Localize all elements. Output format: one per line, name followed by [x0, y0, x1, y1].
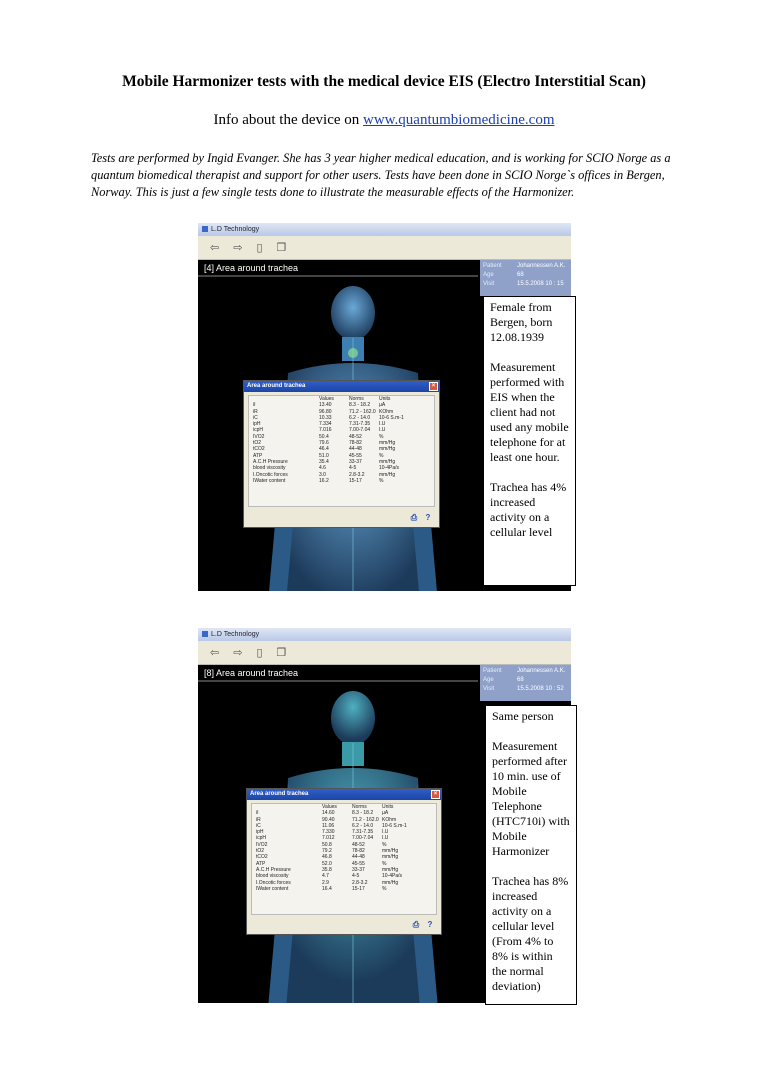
- table-cell: tO2: [256, 848, 265, 855]
- table-cell: 15-17: [349, 477, 362, 484]
- table-cell: 44-48: [349, 446, 362, 453]
- trachea-data-dialog: [246, 788, 442, 935]
- visit-label: Visit: [483, 281, 495, 287]
- help-icon[interactable]: ?: [427, 920, 433, 929]
- table-cell: iC: [253, 414, 258, 421]
- table-cell: I.U: [379, 421, 386, 428]
- age-label: Age: [483, 272, 494, 278]
- table-cell: 7.31-7.35: [352, 829, 374, 836]
- table-cell: mm/Hg: [379, 471, 396, 478]
- document-icon[interactable]: ▯: [256, 646, 263, 659]
- table-cell: %: [382, 860, 387, 867]
- table-cell: I.Oncotic forces: [256, 879, 291, 886]
- table-cell: 7.334: [319, 421, 332, 428]
- table-cell: IVO2: [253, 433, 265, 440]
- table-cell: 78-82: [349, 440, 362, 447]
- table-cell: 50.8: [322, 841, 332, 848]
- table-cell: 7.012: [322, 835, 335, 842]
- table-cell: 79.6: [319, 440, 329, 447]
- table-cell: icpH: [253, 427, 264, 434]
- device-info-line: [0, 112, 768, 129]
- table-cell: 44-48: [352, 854, 365, 861]
- table-cell: 51.0: [319, 452, 329, 459]
- app-toolbar: [198, 641, 571, 665]
- table-cell: 4.7: [322, 873, 329, 880]
- age-value: 68: [517, 272, 524, 278]
- table-cell: 4.6: [319, 465, 326, 472]
- dialog-buttons: [409, 513, 433, 523]
- table-cell: 48-52: [352, 841, 365, 848]
- table-cell: iR: [253, 408, 258, 415]
- table-cell: IWater content: [256, 885, 289, 892]
- visit-value: 15.5.2008 10 : 52: [517, 686, 564, 692]
- measurement-table: [253, 396, 409, 484]
- dialog-table-area: [251, 803, 437, 915]
- annotation-paragraph: Female from Bergen, born 12.08.1939: [490, 300, 553, 344]
- table-cell: 10-4Pa/s: [379, 465, 400, 472]
- table-cell: %: [379, 477, 384, 484]
- patient-panel: [480, 260, 571, 296]
- measurement-table: [256, 804, 412, 892]
- trachea-data-dialog: [243, 380, 440, 528]
- table-cell: 8.3 - 18.2: [349, 402, 371, 409]
- table-cell: 71.2 - 162.0: [352, 816, 379, 823]
- table-cell: KOhm: [382, 816, 397, 823]
- area-header: [8] Area around trachea: [198, 665, 478, 682]
- table-cell: 8.3 - 18.2: [352, 810, 374, 817]
- annotation-paragraph: Measurement performed after 10 min. use of Mobile Telephone (HTC710i) with Mobile Harmonizer: [492, 739, 570, 858]
- table-cell: mm/Hg: [382, 879, 399, 886]
- table-cell: iC: [256, 822, 261, 829]
- table-cell: 96.80: [319, 408, 332, 415]
- device-link[interactable]: www.quantumbiomedicine.com: [363, 112, 555, 128]
- column-header: Norms: [352, 804, 367, 810]
- dialog-title-text: Area around trachea: [250, 791, 309, 797]
- table-cell: tCO2: [253, 446, 265, 453]
- table-cell: blood viscosity: [253, 465, 286, 472]
- intro-paragraph: Tests are performed by Ingid Evanger. She has 3 year higher medical education, and is working for SCIO Norge as a quantum biomedical therapist and support for other users. Tests have been done in SCIO Norge`s offices in Bergen, Norway. This is just a few single tests done to illustrate the measurable effects of the Harmonizer.: [91, 151, 671, 199]
- table-cell: iR: [256, 816, 261, 823]
- table-cell: 10-4Pa/s: [382, 873, 403, 880]
- table-cell: IVO2: [256, 841, 268, 848]
- table-cell: I.Oncotic forces: [253, 471, 288, 478]
- table-cell: 11.06: [322, 822, 335, 829]
- table-row: [256, 886, 412, 892]
- table-cell: 4-5: [349, 465, 357, 472]
- table-cell: 2.9: [322, 879, 329, 886]
- table-cell: 46.8: [322, 854, 332, 861]
- table-cell: µA: [382, 810, 389, 817]
- table-cell: 33-37: [349, 458, 362, 465]
- table-cell: 78-82: [352, 848, 365, 855]
- patient-label: Patient: [483, 263, 502, 269]
- table-cell: 46.4: [319, 446, 329, 453]
- table-cell: ipH: [256, 829, 264, 836]
- print-icon[interactable]: ⎙: [410, 513, 418, 522]
- app-toolbar: [198, 236, 571, 260]
- table-cell: ATP: [256, 860, 266, 867]
- table-cell: I.U: [379, 427, 386, 434]
- table-cell: 50.4: [319, 433, 329, 440]
- forward-arrow-icon[interactable]: ⇨: [233, 241, 243, 254]
- table-cell: A.C.H Pressure: [253, 458, 288, 465]
- close-icon[interactable]: ×: [429, 382, 438, 391]
- table-cell: 7.31-7.35: [349, 421, 371, 428]
- age-label: Age: [483, 677, 494, 683]
- column-header: Values: [322, 804, 337, 810]
- table-cell: 15-17: [352, 885, 365, 892]
- print-icon[interactable]: ⎙: [412, 920, 420, 929]
- table-cell: 6.2 - 14.0: [352, 822, 374, 829]
- table-cell: 45-55: [349, 452, 362, 459]
- table-cell: tO2: [253, 440, 262, 447]
- table-cell: A.C.H Pressure: [256, 866, 291, 873]
- table-row: [253, 478, 409, 484]
- dialog-title-text: Area around trachea: [247, 383, 306, 389]
- annotation-paragraph: Trachea has 8% increased activity on a cellular level (From 4% to 8% is within the normal deviation): [492, 874, 569, 993]
- table-body: [256, 810, 412, 892]
- table-cell: 3.0: [319, 471, 326, 478]
- app-title-bar: L.D Technology: [198, 223, 571, 236]
- document-title: Mobile Harmonizer tests with the medical device EIS (Electro Interstitial Scan): [122, 73, 646, 90]
- table-cell: %: [379, 452, 384, 459]
- dialog-buttons: [411, 920, 435, 930]
- table-cell: %: [382, 885, 387, 892]
- table-cell: 52.0: [322, 860, 332, 867]
- table-cell: 7.016: [319, 427, 332, 434]
- table-cell: mm/Hg: [379, 458, 396, 465]
- dialog-title: [247, 789, 441, 800]
- annotation-box-2: [485, 705, 577, 1005]
- table-cell: 14.60: [322, 810, 335, 817]
- table-cell: IWater content: [253, 477, 286, 484]
- table-cell: iI: [256, 810, 259, 817]
- table-cell: 35.4: [319, 458, 329, 465]
- table-cell: mm/Hg: [382, 866, 399, 873]
- table-cell: 90.40: [322, 816, 335, 823]
- table-cell: 10-6 S.m-1: [379, 414, 404, 421]
- info-prefix: Info about the device on: [213, 112, 360, 128]
- table-cell: 13.40: [319, 402, 332, 409]
- table-cell: mm/Hg: [382, 854, 399, 861]
- close-icon[interactable]: ×: [431, 790, 440, 799]
- patient-value: Johannessen A.K.: [517, 263, 566, 269]
- annotation-paragraph: Trachea has 4% increased activity on a cellular level: [490, 480, 567, 539]
- table-cell: iI: [253, 402, 256, 409]
- help-icon[interactable]: ?: [425, 513, 431, 522]
- age-value: 68: [517, 677, 524, 683]
- table-cell: 2.8-3.2: [352, 879, 368, 886]
- table-cell: 16.4: [322, 885, 332, 892]
- table-cell: 2.8-3.2: [349, 471, 365, 478]
- dialog-table-area: [248, 395, 435, 507]
- table-cell: 35.8: [322, 866, 332, 873]
- table-cell: 16.2: [319, 477, 329, 484]
- table-body: [253, 402, 409, 484]
- table-cell: I.U: [382, 829, 389, 836]
- table-cell: ipH: [253, 421, 261, 428]
- patient-label: Patient: [483, 668, 502, 674]
- table-cell: 7.330: [322, 829, 335, 836]
- table-cell: 45-55: [352, 860, 365, 867]
- table-cell: 6.2 - 14.0: [349, 414, 371, 421]
- table-cell: 33-37: [352, 866, 365, 873]
- patient-panel: [480, 665, 571, 701]
- visit-value: 15.5.2008 10 : 15: [517, 281, 564, 287]
- table-cell: 71.2 - 162.0: [349, 408, 376, 415]
- table-cell: 79.2: [322, 848, 332, 855]
- column-header: Units: [379, 396, 391, 402]
- table-cell: icpH: [256, 835, 267, 842]
- annotation-box-1: [483, 296, 576, 586]
- table-cell: %: [379, 433, 384, 440]
- table-cell: 10-6 S.m-1: [382, 822, 407, 829]
- column-header: Units: [382, 804, 394, 810]
- copy-icon[interactable]: ❐: [276, 241, 287, 254]
- area-header: [4] Area around trachea: [198, 260, 478, 277]
- table-cell: blood viscosity: [256, 873, 289, 880]
- table-cell: µA: [379, 402, 386, 409]
- copy-icon[interactable]: ❐: [276, 646, 287, 659]
- table-cell: 10.33: [319, 414, 332, 421]
- table-cell: mm/Hg: [379, 446, 396, 453]
- back-arrow-icon[interactable]: ⇦: [210, 646, 220, 659]
- table-cell: tCO2: [256, 854, 268, 861]
- table-cell: mm/Hg: [379, 440, 396, 447]
- table-cell: 4-5: [352, 873, 360, 880]
- dialog-title: [244, 381, 439, 392]
- document-icon[interactable]: ▯: [256, 241, 263, 254]
- visit-label: Visit: [483, 686, 495, 692]
- app-title-bar: L.D Technology: [198, 628, 571, 641]
- table-cell: ATP: [253, 452, 263, 459]
- forward-arrow-icon[interactable]: ⇨: [233, 646, 243, 659]
- column-header: Values: [319, 396, 334, 402]
- column-header: Norms: [349, 396, 364, 402]
- table-cell: KOhm: [379, 408, 394, 415]
- table-cell: 7.00-7.04: [349, 427, 371, 434]
- annotation-paragraph: Measurement performed with EIS when the client had not used any mobile telephone for at least one hour.: [490, 360, 569, 464]
- table-cell: %: [382, 841, 387, 848]
- back-arrow-icon[interactable]: ⇦: [210, 241, 220, 254]
- table-cell: I.U: [382, 835, 389, 842]
- table-cell: 7.00-7.04: [352, 835, 374, 842]
- patient-value: Johannessen A.K.: [517, 668, 566, 674]
- table-cell: mm/Hg: [382, 848, 399, 855]
- annotation-paragraph: Same person: [492, 709, 554, 723]
- table-cell: 48-52: [349, 433, 362, 440]
